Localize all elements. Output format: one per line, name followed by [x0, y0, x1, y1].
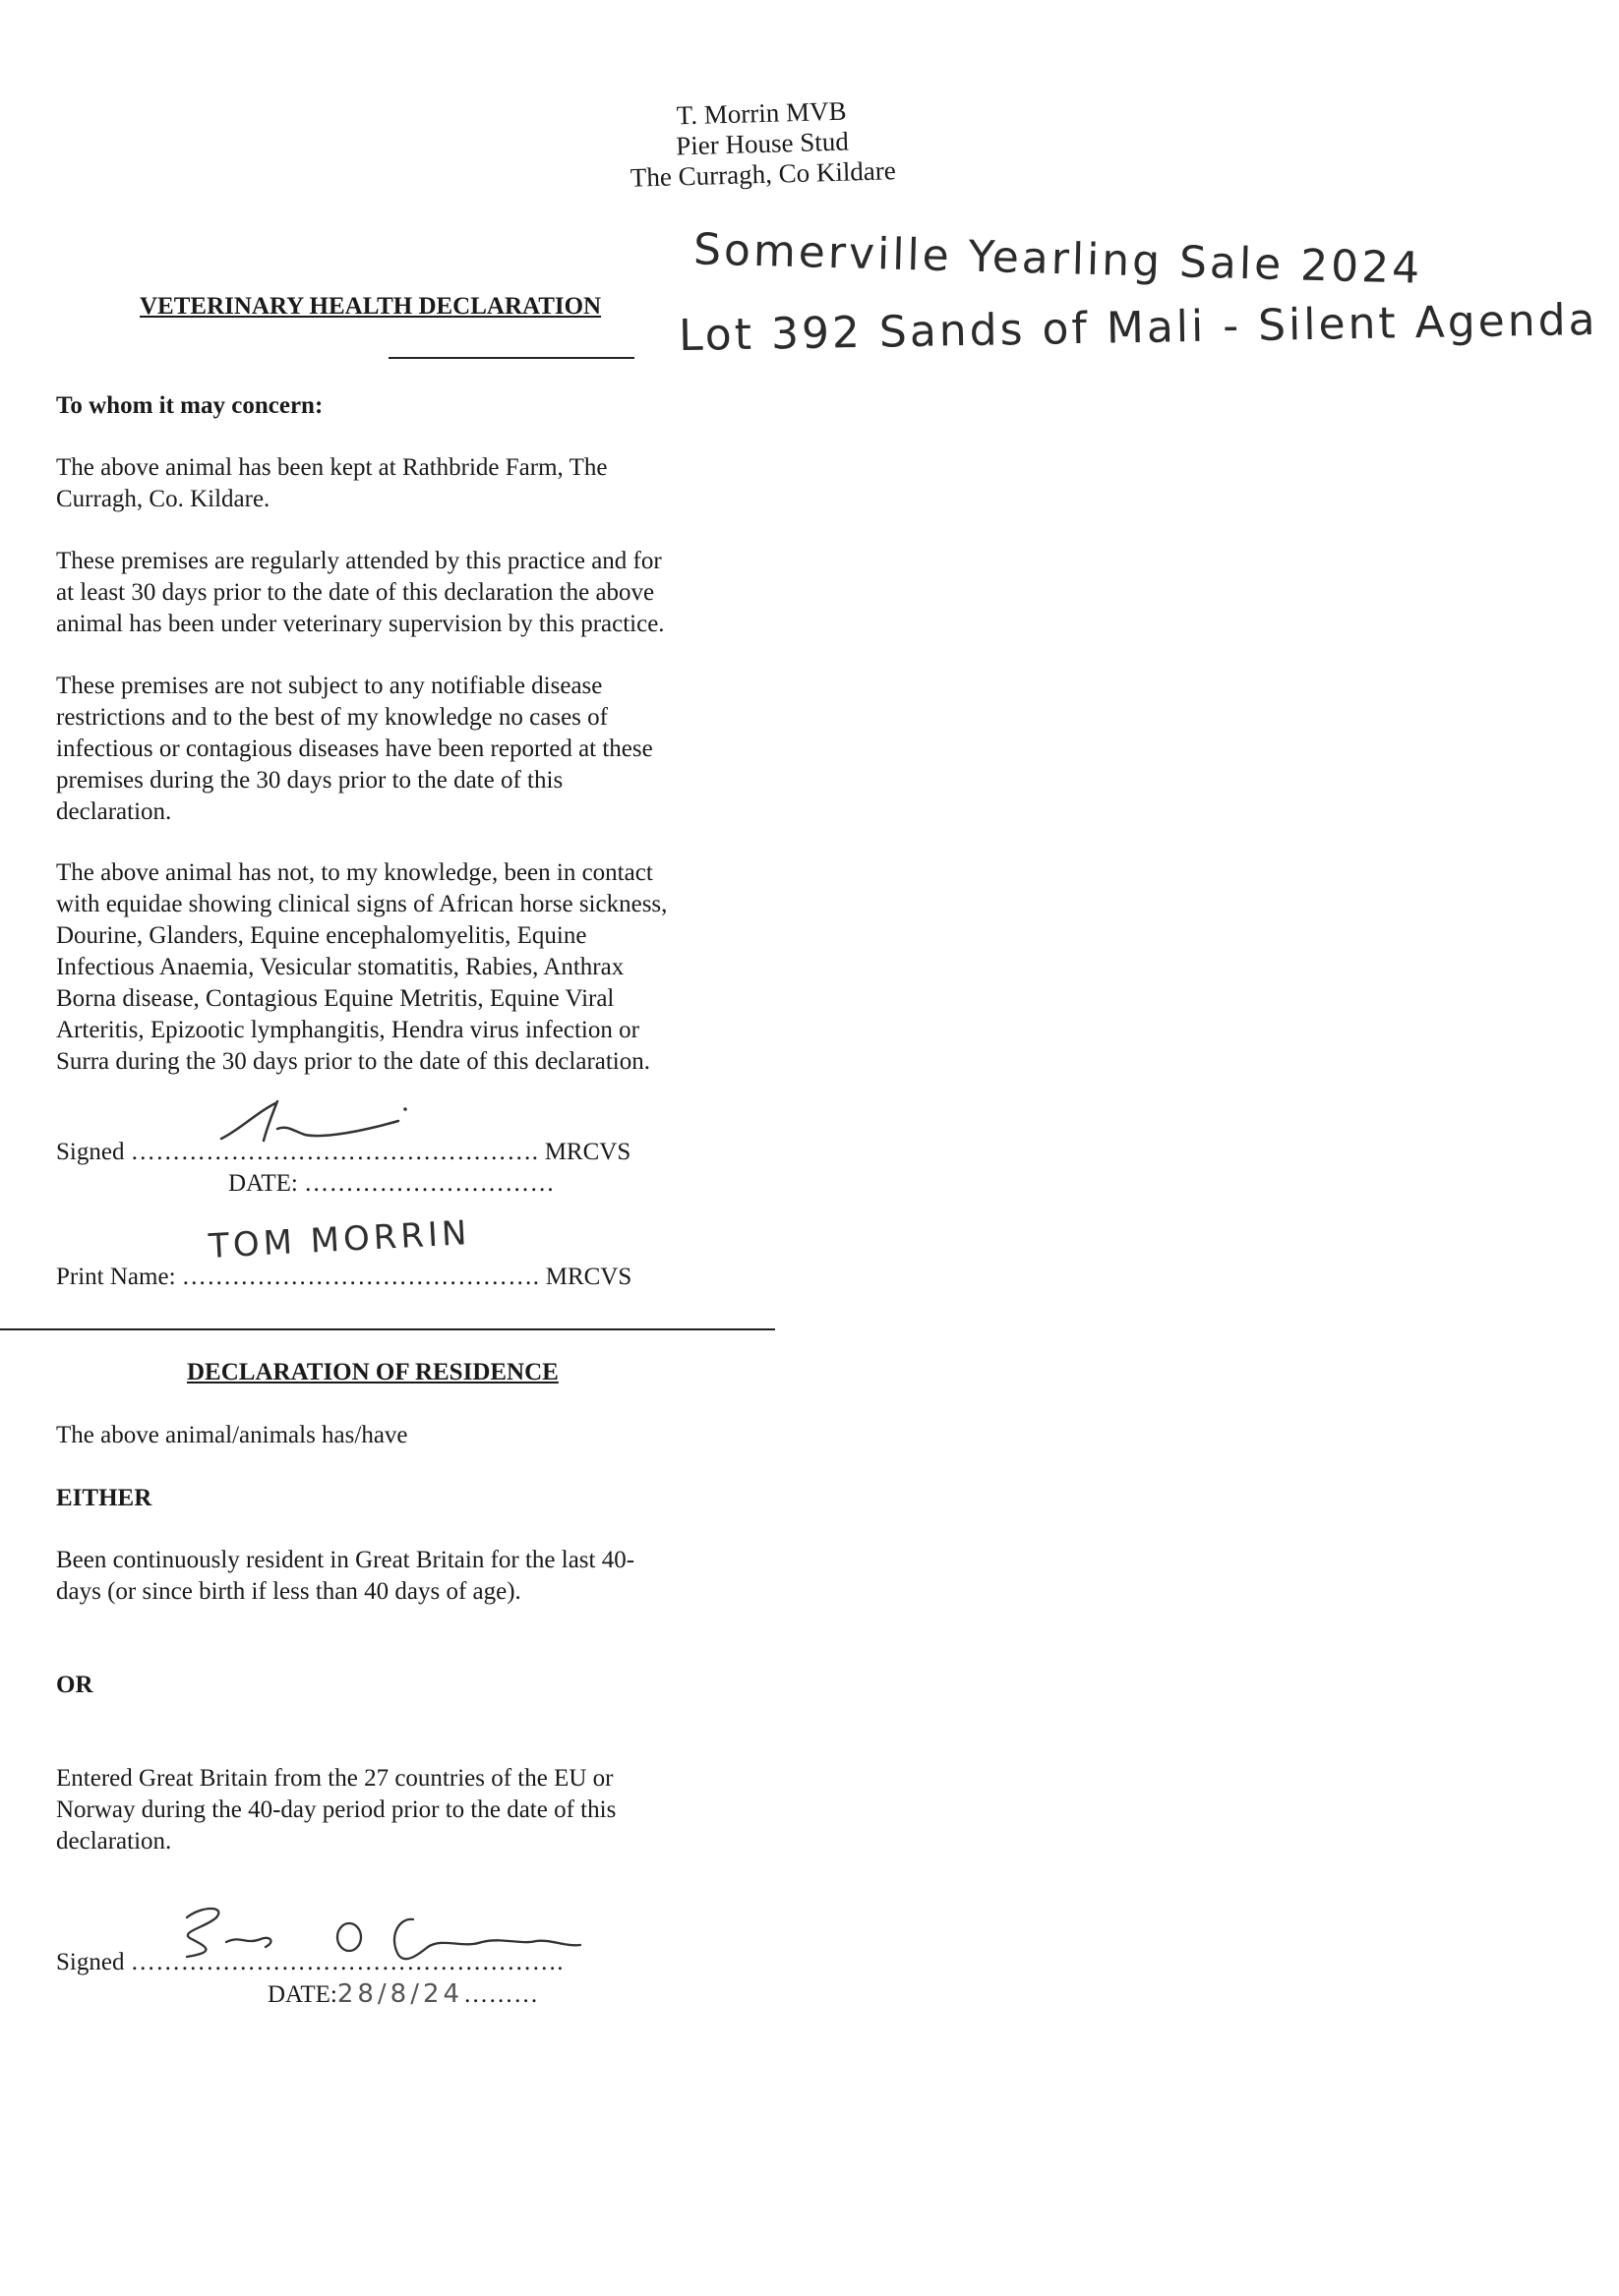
- or-heading: OR: [56, 1672, 93, 1698]
- text-line: These premises are regularly attended by this practice and for: [56, 548, 662, 574]
- text-line: Entered Great Britain from the 27 countries of the EU or: [56, 1765, 614, 1792]
- paragraph-no-disease: [56, 671, 745, 828]
- signature-dots: …………………………………………….: [130, 1949, 564, 1975]
- mrcvs-label: MRCVS: [545, 1264, 632, 1290]
- text-line: Dourine, Glanders, Equine encephalomyelitis, Equine: [56, 922, 587, 949]
- text-line: at least 30 days prior to the date of this declaration the above: [56, 579, 655, 606]
- date-dots: ………: [463, 1981, 539, 2008]
- signature-dots: ………………………………………….: [130, 1139, 539, 1165]
- text-line: declaration.: [56, 1828, 172, 1854]
- print-name-line: [56, 1262, 631, 1293]
- text-line: Borna disease, Contagious Equine Metritis, Equine Viral: [56, 985, 615, 1012]
- text-line: animal has been under veterinary supervision by this practice.: [56, 611, 665, 637]
- text-line: The above animal has not, to my knowledge, been in contact: [56, 859, 653, 886]
- print-name-label: Print Name:: [56, 1264, 176, 1290]
- date-dots: …………………………: [304, 1170, 556, 1197]
- text-line: declaration.: [56, 798, 172, 825]
- paragraph-supervision: [56, 546, 745, 640]
- residence-option-1: [56, 1545, 745, 1608]
- signed-label: Signed: [56, 1949, 125, 1975]
- letterhead-address: The Curragh, Co Kildare: [630, 155, 897, 193]
- text-line: The above animal has been kept at Rathbride Farm, The: [56, 454, 608, 481]
- text-line: days (or since birth if less than 40 days of age).: [56, 1578, 521, 1605]
- text-line: with equidae showing clinical signs of African horse sickness,: [56, 891, 668, 917]
- text-line: These premises are not subject to any notifiable disease: [56, 673, 603, 699]
- text-line: Surra during the 30 days prior to the date of this declaration.: [56, 1048, 651, 1075]
- title-underline-rule: [389, 357, 634, 359]
- mrcvs-label: MRCVS: [544, 1139, 631, 1165]
- letterhead: [614, 94, 911, 194]
- text-line: Curragh, Co. Kildare.: [56, 486, 270, 512]
- text-line: Infectious Anaemia, Vesicular stomatitis, Rabies, Anthrax: [56, 954, 625, 980]
- residence-option-2: [56, 1763, 745, 1857]
- handwritten-lot-note: Lot 392 Sands of Mali - Silent Agenda: [678, 294, 1598, 362]
- residence-declaration-title: DECLARATION OF RESIDENCE: [187, 1359, 559, 1385]
- paragraph-premises-location: [56, 452, 745, 515]
- print-name-handwritten: TOM MORRIN: [208, 1213, 472, 1266]
- handwritten-sale-note: Somerville Yearling Sale 2024: [692, 224, 1423, 294]
- text-line: Arteritis, Epizootic lymphangitis, Hendra virus infection or: [56, 1017, 639, 1043]
- date-label: DATE:: [268, 1981, 337, 2008]
- text-line: Norway during the 40-day period prior to the date of this: [56, 1796, 617, 1823]
- either-heading: EITHER: [56, 1485, 152, 1511]
- letterhead-name: T. Morrin MVB: [676, 95, 847, 131]
- date-label: DATE:: [228, 1170, 298, 1197]
- vet-declaration-title: VETERINARY HEALTH DECLARATION: [140, 293, 602, 320]
- residence-signed-line: [56, 1947, 564, 1978]
- salutation: To whom it may concern:: [56, 392, 324, 419]
- signed-label: Signed: [56, 1139, 125, 1165]
- paragraph-no-contact: [56, 857, 745, 1078]
- text-line: restrictions and to the best of my knowledge no cases of: [56, 704, 608, 731]
- text-line: infectious or contagious diseases have been reported at these: [56, 736, 653, 762]
- print-name-dots: …………………………………….: [181, 1264, 540, 1290]
- residence-intro: The above animal/animals has/have: [56, 1422, 408, 1448]
- text-line: Been continuously resident in Great Britain for the last 40-: [56, 1547, 635, 1573]
- vet-date-line: [228, 1168, 555, 1200]
- section-divider: [0, 1328, 775, 1330]
- text-line: premises during the 30 days prior to the date of this: [56, 767, 564, 794]
- residence-date-line: [268, 1978, 539, 2011]
- letterhead-stud: Pier House Stud: [675, 126, 850, 161]
- vet-signed-line: [56, 1137, 630, 1168]
- date-value-handwritten: 28/8/24: [336, 1979, 464, 2009]
